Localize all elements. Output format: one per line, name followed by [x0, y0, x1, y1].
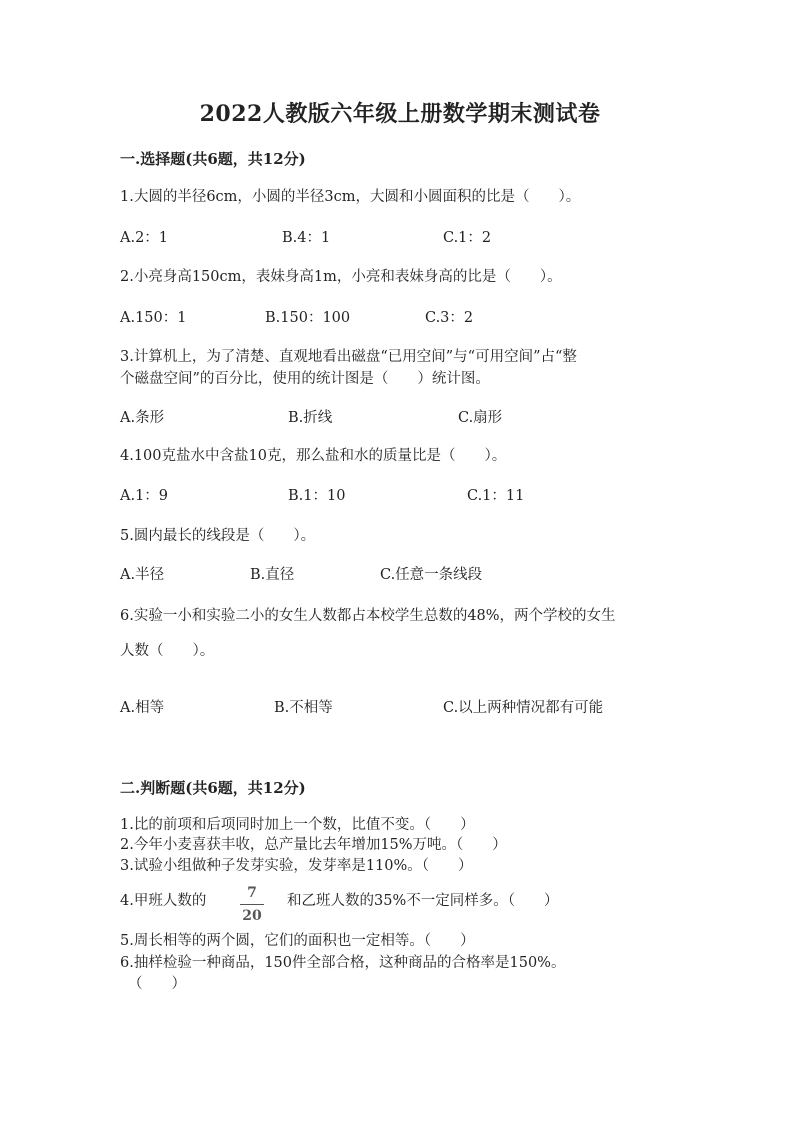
- option-b: B.不相等: [274, 700, 333, 716]
- fraction-denominator: 20: [242, 908, 262, 924]
- fraction-numerator: 7: [247, 885, 257, 901]
- question-text: 5.圆内最长的线段是（ ）。: [120, 528, 316, 544]
- question-text-line1: 6.实验一小和实验二小的女生人数都占本校学生总数的48%，两个学校的女生: [120, 608, 616, 624]
- question-text-line1: 3.计算机上，为了清楚、直观地看出磁盘“已用空间”与“可用空间”占“整: [120, 349, 577, 365]
- judgement-item: 6.抽样检验一种商品，150件全部合格，这种商品的合格率是150%。: [120, 955, 566, 971]
- judgement-item-before-fraction: 4.甲班人数的: [120, 893, 207, 909]
- fraction-bar: [240, 904, 264, 905]
- question-text: 1.大圆的半径6cm，小圆的半径3cm，大圆和小圆面积的比是（ ）。: [120, 189, 581, 205]
- judgement-answer-bracket: （ ）: [128, 976, 186, 992]
- option-b: B.直径: [250, 567, 295, 583]
- judgement-item: 5.周长相等的两个圆，它们的面积也一定相等。（ ）: [120, 933, 475, 949]
- question-text-line2: 人数（ ）。: [120, 643, 215, 659]
- judgement-item: 3.试验小组做种子发芽实验，发芽率是110%。（ ）: [120, 858, 473, 874]
- option-c: C.以上两种情况都有可能: [443, 700, 604, 716]
- option-a: A.150：1: [120, 310, 187, 326]
- option-c: C.1：2: [443, 230, 492, 246]
- page-title: 2022人教版六年级上册数学期末测试卷: [199, 101, 601, 127]
- section-heading-judgement: 二.判断题(共6题，共12分): [120, 779, 306, 797]
- judgement-item: 1.比的前项和后项同时加上一个数，比值不变。（ ）: [120, 817, 475, 833]
- question-text: 4.100克盐水中含盐10克，那么盐和水的质量比是（ ）。: [120, 448, 507, 464]
- judgement-item: 2.今年小麦喜获丰收，总产量比去年增加15%万吨。（ ）: [120, 837, 507, 853]
- option-b: B.150：100: [265, 310, 351, 326]
- option-b: B.折线: [288, 410, 333, 426]
- question-text: 2.小亮身高150cm，表妹身高1m，小亮和表妹身高的比是（ ）。: [120, 269, 562, 285]
- section-heading-choice: 一.选择题(共6题，共12分): [120, 150, 306, 168]
- option-a: A.相等: [120, 700, 165, 716]
- option-c: C.3：2: [425, 310, 474, 326]
- option-c: C.任意一条线段: [380, 567, 483, 583]
- option-c: C.1：11: [467, 488, 525, 504]
- option-a: A.条形: [120, 410, 165, 426]
- option-a: A.1：9: [120, 488, 169, 504]
- option-b: B.1：10: [288, 488, 346, 504]
- option-a: A.2：1: [120, 230, 169, 246]
- question-text-line2: 个磁盘空间”的百分比，使用的统计图是（ ）统计图。: [120, 371, 490, 387]
- option-c: C.扇形: [458, 410, 503, 426]
- fraction: [240, 884, 264, 925]
- option-b: B.4：1: [282, 230, 331, 246]
- option-a: A.半径: [120, 567, 165, 583]
- judgement-item-after-fraction: 和乙班人数的35%不一定同样多。（ ）: [287, 893, 559, 909]
